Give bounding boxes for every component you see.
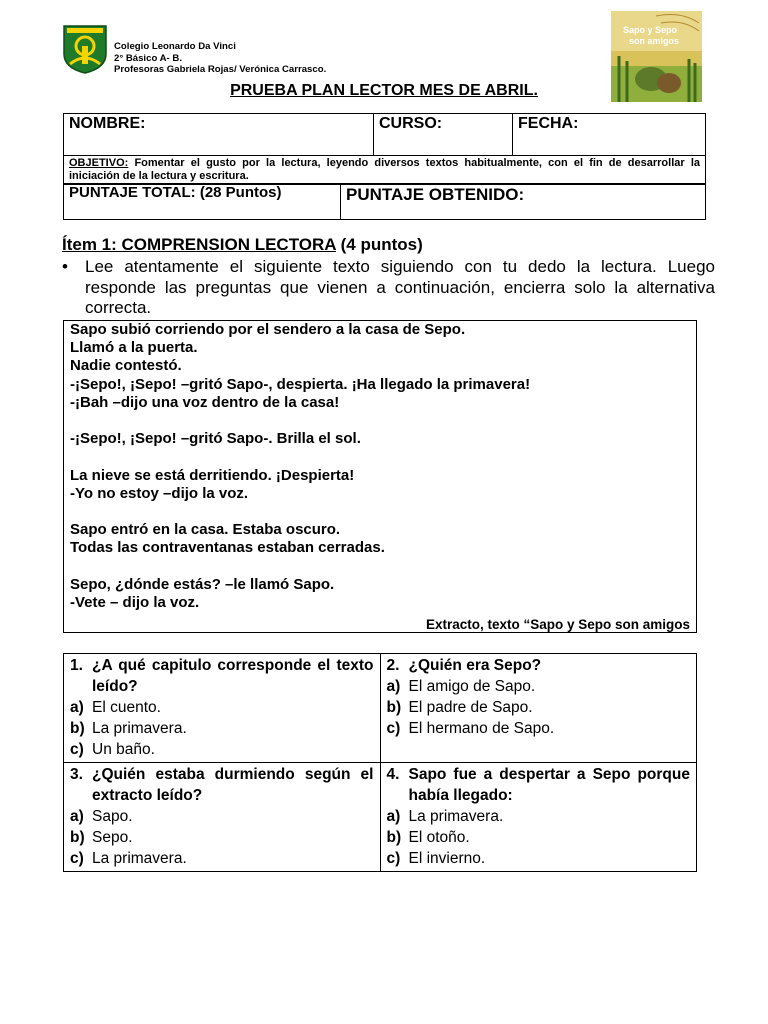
reading-line: [70, 412, 530, 430]
answer-option[interactable]: [387, 827, 691, 848]
answer-option[interactable]: [387, 676, 691, 697]
question-text: [387, 655, 691, 676]
option-text: El padre de Sapo.: [408, 699, 533, 716]
option-text: Un baño.: [92, 741, 155, 758]
reading-line: -¡Sepo!, ¡Sepo! –gritó Sapo-, despierta. ¡Ha llegado la primavera!: [70, 375, 531, 393]
reading-passage: [70, 321, 530, 612]
school-teachers: Profesoras Gabriela Rojas/ Verónica Carrasco.: [114, 64, 327, 75]
question-2: [380, 654, 697, 763]
school-info: [114, 41, 326, 76]
objective-text: Fomentar el gusto por la lectura, leyendo diversos textos habitualmente, con el fin de desarrollar la iniciación de la lectura y escritura.: [69, 157, 700, 182]
reading-line: Llamó a la puerta.: [70, 339, 198, 357]
obtained-score-field[interactable]: [341, 184, 706, 220]
option-text: Sepo.: [92, 829, 133, 846]
question-text: [70, 655, 374, 697]
option-text: El cuento.: [92, 699, 161, 716]
date-field[interactable]: [513, 114, 706, 156]
option-text: El amigo de Sapo.: [408, 678, 536, 695]
option-letter: c): [70, 850, 84, 867]
reading-line: Sepo, ¿dónde estás? –le llamó Sapo.: [70, 575, 335, 593]
reading-line: [70, 503, 530, 521]
reading-passage-box: [63, 320, 697, 633]
option-letter: a): [70, 699, 84, 716]
objective-label: OBJETIVO:: [69, 157, 129, 169]
answer-option[interactable]: [70, 848, 374, 869]
course-label: CURSO:: [379, 115, 443, 132]
question-number: 4.: [386, 766, 400, 783]
school-name: Colegio Leonardo Da Vinci: [114, 41, 236, 52]
question-label: ¿Quién era Sepo?: [408, 657, 542, 674]
answer-option[interactable]: [387, 806, 691, 827]
item-points: (4 puntos): [335, 235, 423, 254]
reading-line: [70, 448, 530, 466]
reading-line: La nieve se está derritiendo. ¡Despierta!: [70, 466, 355, 484]
reading-source: Extracto, texto “Sapo y Sepo son amigos: [425, 617, 690, 632]
obtained-score-label: PUNTAJE OBTENIDO:: [346, 185, 525, 204]
course-field[interactable]: [374, 114, 513, 156]
school-logo: [62, 24, 108, 74]
item-heading: [62, 235, 423, 255]
question-3: [64, 763, 381, 872]
answer-option[interactable]: [387, 718, 691, 739]
question-1: [64, 654, 381, 763]
score-table: [63, 183, 706, 220]
option-text: El otoño.: [408, 829, 470, 846]
school-grade: 2° Básico A- B.: [114, 52, 182, 64]
option-text: La primavera.: [408, 808, 504, 825]
instruction: [62, 257, 715, 319]
reading-line: [70, 557, 530, 575]
option-text: El hermano de Sapo.: [408, 720, 555, 737]
question-text: [70, 764, 374, 806]
name-field[interactable]: [64, 114, 374, 156]
document-title: PRUEBA PLAN LECTOR MES DE ABRIL.: [230, 82, 538, 99]
bullet-icon: •: [62, 257, 68, 276]
option-letter: a): [386, 678, 401, 695]
option-text: Sapo.: [92, 808, 133, 825]
option-letter: c): [70, 741, 84, 758]
book-title-line1: Sapo y Sepo: [623, 25, 678, 35]
reading-line: -Yo no estoy –dijo la voz.: [70, 484, 249, 502]
question-number: 3.: [70, 766, 83, 783]
objective-box: [64, 156, 706, 185]
option-letter: b): [70, 829, 85, 846]
reading-line: -¡Sepo!, ¡Sepo! –gritó Sapo-. Brilla el sol.: [70, 430, 361, 448]
option-letter: c): [386, 850, 401, 867]
question-label: Sapo fue a despertar a Sepo porque había llegado:: [408, 766, 690, 804]
name-label: NOMBRE:: [69, 115, 146, 132]
option-letter: b): [386, 699, 402, 716]
answer-option[interactable]: [70, 806, 374, 827]
answer-option[interactable]: [70, 718, 374, 739]
option-text: La primavera.: [92, 720, 187, 737]
date-label: FECHA:: [518, 115, 579, 132]
option-letter: a): [70, 808, 84, 825]
total-score-cell: [64, 184, 341, 220]
question-label: ¿A qué capitulo corresponde el texto leído?: [92, 657, 374, 695]
option-letter: b): [70, 720, 85, 737]
option-text: El invierno.: [408, 850, 486, 867]
question-number: 1.: [70, 657, 83, 674]
option-letter: a): [386, 808, 401, 825]
option-letter: c): [386, 720, 401, 737]
question-text: [387, 764, 691, 806]
item-title: Ítem 1: COMPRENSION LECTORA: [62, 235, 336, 254]
answer-option[interactable]: [387, 697, 691, 718]
answer-option[interactable]: [70, 739, 374, 760]
option-letter: b): [386, 829, 402, 846]
reading-line: Sapo subió corriendo por el sendero a la casa de Sepo.: [70, 321, 466, 338]
book-title-line2: son amigos: [629, 36, 680, 46]
reading-line: -¡Bah –dijo una voz dentro de la casa!: [70, 393, 340, 411]
question-number: 2.: [386, 657, 400, 674]
answer-option[interactable]: [70, 827, 374, 848]
reading-line: Todas las contraventanas estaban cerradas.: [70, 539, 385, 557]
option-text: La primavera.: [92, 850, 187, 867]
student-info-table: [63, 113, 706, 185]
questions-table: [63, 653, 697, 872]
reading-line: -Vete – dijo la voz.: [70, 593, 200, 611]
reading-line: Sapo entró en la casa. Estaba oscuro.: [70, 521, 341, 539]
instruction-text: Lee atentamente el siguiente texto siguiendo con tu dedo la lectura. Luego responde las preguntas que vienen a continuación, encierra solo la alternativa correcta.: [85, 257, 715, 317]
total-score-label: PUNTAJE TOTAL: (28 Puntos): [69, 184, 282, 201]
question-label: ¿Quién estaba durmiendo según el extracto leído?: [92, 766, 374, 804]
reading-line: Nadie contestó.: [70, 357, 182, 375]
answer-option[interactable]: [70, 697, 374, 718]
question-4: [380, 763, 697, 872]
answer-option[interactable]: [387, 848, 691, 869]
